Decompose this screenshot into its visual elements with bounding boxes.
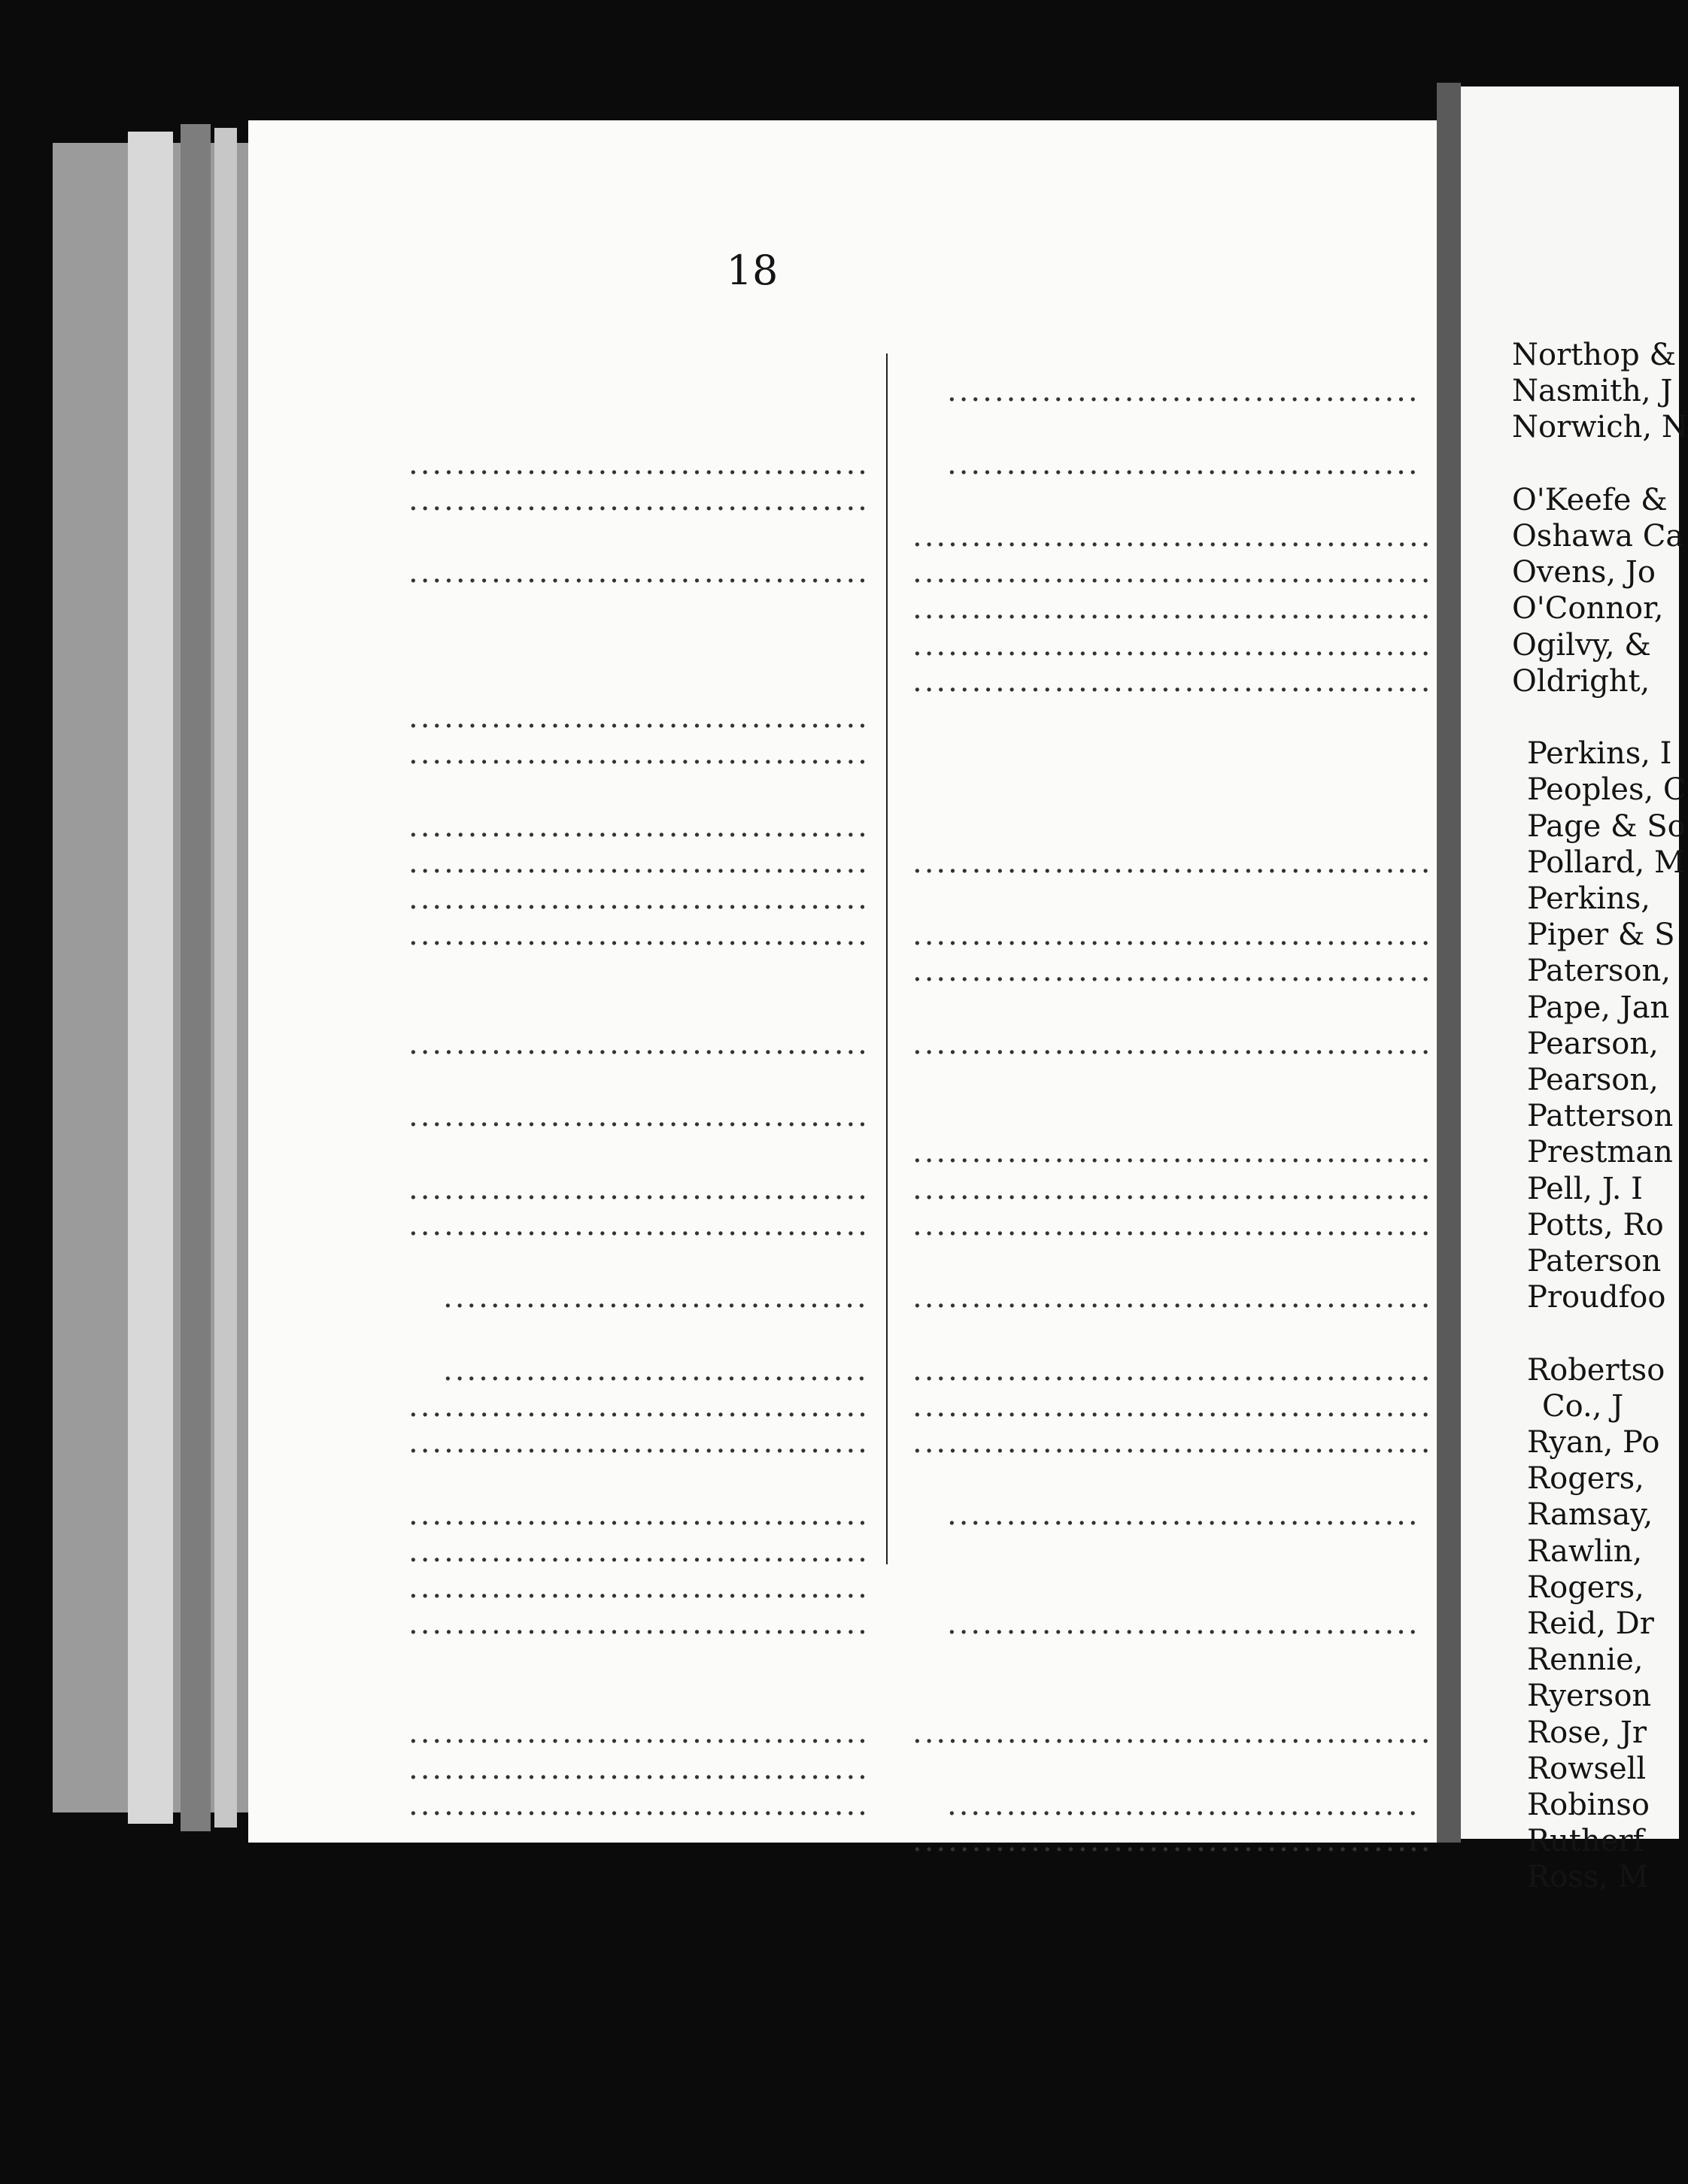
subscriber-entry bbox=[402, 881, 876, 917]
subscriber-entry bbox=[906, 663, 1441, 699]
book-edge-strip bbox=[214, 128, 237, 1828]
subscriber-entry bbox=[402, 1315, 876, 1388]
facing-page-line: Robertso bbox=[1527, 1352, 1665, 1388]
leader-dots: ........................................ bbox=[947, 374, 1420, 409]
leader-dots: ....................................... bbox=[408, 845, 870, 880]
subscriber-entry bbox=[402, 1243, 876, 1315]
subscriber-entry bbox=[906, 845, 1441, 881]
leader-dots: ....................................... bbox=[408, 1099, 870, 1134]
facing-page-line: Norwich, N bbox=[1512, 410, 1688, 445]
subscriber-entry bbox=[906, 1461, 1441, 1533]
facing-page-line: Nasmith, J bbox=[1512, 374, 1673, 409]
subscriber-entry bbox=[402, 1606, 876, 1642]
leader-dots: ....................................... bbox=[408, 700, 870, 735]
leader-dots: ............................................ bbox=[912, 555, 1433, 590]
leader-dots: ........................................ bbox=[947, 446, 1420, 481]
subscriber-entry bbox=[402, 1823, 876, 1859]
subscriber-entry bbox=[906, 990, 1441, 1026]
facing-page-line: Ryerson bbox=[1527, 1679, 1652, 1714]
subscriber-entry bbox=[906, 409, 1441, 481]
subscriber-entry bbox=[906, 699, 1441, 736]
leader-dots: ............................................ bbox=[912, 954, 1433, 989]
subscriber-entry bbox=[906, 1424, 1441, 1461]
subscriber-entry bbox=[402, 808, 876, 845]
subscriber-entry bbox=[402, 1134, 876, 1170]
subscriber-entry bbox=[402, 1207, 876, 1243]
subscriber-entry bbox=[906, 1533, 1441, 1570]
leader-dots: .................................... bbox=[443, 1280, 869, 1315]
leader-dots: ....................................... bbox=[408, 736, 870, 772]
leader-dots: ............................................ bbox=[912, 1026, 1433, 1061]
leader-dots: ........................................ bbox=[947, 1497, 1420, 1533]
subscriber-entry bbox=[402, 627, 876, 663]
facing-page-line: Rogers, bbox=[1527, 1461, 1644, 1497]
leader-dots: ....................................... bbox=[408, 1751, 870, 1786]
leader-dots: ....................................... bbox=[408, 918, 870, 953]
leader-dots: ............................................ bbox=[912, 1135, 1433, 1170]
facing-page-line: Ovens, Jo bbox=[1512, 555, 1656, 590]
subscriber-entry bbox=[906, 1098, 1441, 1134]
subscriber-entry bbox=[906, 953, 1441, 989]
leader-dots: ........................................ bbox=[947, 1606, 1420, 1641]
subscriber-entry bbox=[906, 1171, 1441, 1207]
leader-dots: ............................................ bbox=[912, 627, 1433, 663]
subscriber-entry bbox=[402, 1570, 876, 1606]
facing-page-line: Oshawa Ca bbox=[1512, 519, 1684, 554]
subscriber-entry bbox=[906, 917, 1441, 953]
subscriber-entry bbox=[906, 1243, 1441, 1279]
leader-dots: ............................................ bbox=[912, 1425, 1433, 1460]
facing-page-line: Ryan, Po bbox=[1527, 1425, 1660, 1460]
subscriber-entry bbox=[402, 917, 876, 953]
subscriber-entry bbox=[906, 772, 1441, 808]
leader-dots: ....................................... bbox=[408, 1388, 870, 1424]
leader-dots: ....................................... bbox=[408, 1171, 870, 1206]
subscriber-entry bbox=[402, 1098, 876, 1134]
subscriber-entry bbox=[402, 482, 876, 518]
leader-dots: ....................................... bbox=[408, 1715, 870, 1750]
column-divider bbox=[886, 353, 888, 1564]
subscriber-entry bbox=[906, 881, 1441, 917]
subscriber-entry bbox=[402, 990, 876, 1026]
book-edge-strip bbox=[128, 132, 173, 1824]
subscriber-entry bbox=[402, 1497, 876, 1533]
subscriber-entry bbox=[906, 518, 1441, 554]
leader-dots: ....................................... bbox=[408, 1425, 870, 1460]
leader-dots: ....................................... bbox=[408, 1533, 870, 1569]
leader-dots: ............................................ bbox=[912, 1171, 1433, 1206]
subscriber-entry bbox=[402, 845, 876, 881]
subscriber-entry bbox=[402, 1533, 876, 1570]
leader-dots: ............................................ bbox=[912, 1352, 1433, 1388]
leader-dots: ............................................ bbox=[912, 1280, 1433, 1315]
facing-page-line: Pearson, bbox=[1527, 1063, 1659, 1097]
subscriber-entry bbox=[402, 518, 876, 554]
leader-dots: ............................................ bbox=[912, 1207, 1433, 1242]
subscriber-entry bbox=[906, 1315, 1441, 1351]
facing-page-line: Pell, J. I bbox=[1527, 1171, 1643, 1206]
subscriber-entry bbox=[402, 1461, 876, 1497]
subscriber-entry bbox=[402, 1026, 876, 1062]
subscriber-entry bbox=[906, 1352, 1441, 1388]
facing-page-line: Pollard, M bbox=[1527, 845, 1685, 880]
subscriber-entry bbox=[402, 1424, 876, 1461]
facing-page-line: Rennie, bbox=[1527, 1643, 1644, 1678]
subscriber-entry bbox=[402, 736, 876, 772]
facing-page-line: Perkins, I bbox=[1527, 736, 1672, 772]
facing-page-line: Ross, M bbox=[1527, 1860, 1649, 1895]
facing-page-line: Rose, Jr bbox=[1527, 1715, 1647, 1750]
subscriber-entry bbox=[906, 1751, 1441, 1823]
leader-dots: ....................................... bbox=[408, 446, 870, 481]
facing-page-line: Potts, Ro bbox=[1527, 1207, 1664, 1242]
subscriber-entry bbox=[906, 808, 1441, 845]
facing-page-line: Reid, Dr bbox=[1527, 1606, 1654, 1641]
subscriber-entry bbox=[402, 1751, 876, 1787]
leader-dots: ........................................ bbox=[947, 1787, 1420, 1822]
subscriber-entry bbox=[402, 337, 876, 373]
facing-page-line: Proudfoo bbox=[1527, 1280, 1666, 1315]
subscriber-entry bbox=[906, 1715, 1441, 1751]
leader-dots: ....................................... bbox=[408, 1497, 870, 1533]
leader-dots: ............................................ bbox=[912, 1388, 1433, 1424]
facing-page-line: Paterson bbox=[1527, 1244, 1662, 1279]
leader-dots: ....................................... bbox=[408, 482, 870, 517]
leader-dots: ....................................... bbox=[408, 881, 870, 916]
subscriber-entry bbox=[906, 1823, 1441, 1859]
subscriber-entry bbox=[906, 1642, 1441, 1678]
subscriber-entry bbox=[402, 1678, 876, 1714]
leader-dots: ............................................ bbox=[912, 1824, 1433, 1859]
facing-page-line: Rowsell bbox=[1527, 1751, 1647, 1786]
subscriber-entry bbox=[402, 590, 876, 626]
subscriber-entry bbox=[402, 446, 876, 482]
facing-page-line: Perkins, bbox=[1527, 881, 1650, 916]
leader-dots: ....................................... bbox=[408, 1026, 870, 1061]
subscriber-entry bbox=[906, 554, 1441, 590]
leader-dots: ....................................... bbox=[408, 1788, 870, 1822]
subscriber-entry bbox=[906, 627, 1441, 663]
facing-page-line: Robinso bbox=[1527, 1788, 1650, 1822]
leader-dots: ............................................ bbox=[912, 1715, 1433, 1750]
facing-page-line: Page & So bbox=[1527, 808, 1686, 844]
leader-dots: ....................................... bbox=[408, 1570, 870, 1605]
subscriber-entry bbox=[402, 1388, 876, 1424]
leader-dots: ....................................... bbox=[408, 1606, 870, 1641]
facing-page-line: Peoples, C bbox=[1527, 772, 1686, 808]
leader-dots: ............................................ bbox=[912, 918, 1433, 953]
subscriber-entry bbox=[402, 1715, 876, 1751]
facing-page-line: Pearson, bbox=[1527, 1026, 1659, 1061]
subscriber-entry bbox=[906, 1062, 1441, 1098]
leader-dots: ............................................ bbox=[912, 519, 1433, 554]
subscriber-entry bbox=[906, 1279, 1441, 1315]
facing-page-line: Rogers, bbox=[1527, 1570, 1644, 1605]
subscriber-entry bbox=[906, 1388, 1441, 1424]
facing-page-line: Northop & bbox=[1512, 338, 1677, 372]
subscriber-entry bbox=[906, 1207, 1441, 1243]
subscriber-entry bbox=[906, 337, 1441, 409]
subscriber-entry bbox=[906, 1026, 1441, 1062]
subscriber-entry bbox=[402, 554, 876, 590]
subscriber-entry bbox=[402, 953, 876, 989]
leader-dots: ............................................ bbox=[912, 591, 1433, 626]
facing-page-line: Co., J bbox=[1542, 1388, 1624, 1424]
facing-page-line: Piper & S bbox=[1527, 918, 1675, 953]
facing-page-line: Ogilvy, & bbox=[1512, 627, 1651, 663]
subscriber-entry bbox=[402, 1171, 876, 1207]
facing-page-line: Oldright, bbox=[1512, 663, 1650, 699]
leader-dots: ............................................ bbox=[912, 845, 1433, 880]
facing-page-line: Patterson bbox=[1527, 1099, 1674, 1134]
facing-page-line: Rawlin, bbox=[1527, 1533, 1643, 1569]
facing-page-line: Pape, Jan bbox=[1527, 990, 1670, 1025]
facing-page-line: Rutherf bbox=[1527, 1824, 1644, 1859]
leader-dots: ............................................ bbox=[912, 663, 1433, 699]
book-edge-strip bbox=[181, 124, 211, 1831]
subscriber-entry bbox=[906, 482, 1441, 518]
subscriber-entry bbox=[402, 409, 876, 445]
subscriber-entry bbox=[402, 1787, 876, 1823]
facing-page-line: Prestman bbox=[1527, 1135, 1673, 1170]
leader-dots: .................................... bbox=[443, 1352, 869, 1388]
subscriber-entry bbox=[906, 1134, 1441, 1170]
facing-page-line: Ramsay, bbox=[1527, 1497, 1653, 1533]
subscriber-entry bbox=[402, 699, 876, 736]
facing-page-line: O'Keefe & bbox=[1512, 482, 1668, 517]
leader-dots: ....................................... bbox=[408, 1207, 870, 1242]
subscriber-entry bbox=[906, 590, 1441, 626]
facing-page-line: Paterson, bbox=[1527, 954, 1671, 989]
leader-dots: ....................................... bbox=[408, 555, 870, 590]
page-number: 18 bbox=[726, 247, 779, 294]
facing-page-line: O'Connor, bbox=[1512, 591, 1664, 626]
leader-dots: ....................................... bbox=[408, 808, 870, 844]
subscriber-entry bbox=[402, 663, 876, 699]
subscriber-entry bbox=[906, 736, 1441, 772]
subscriber-entry bbox=[906, 1570, 1441, 1642]
